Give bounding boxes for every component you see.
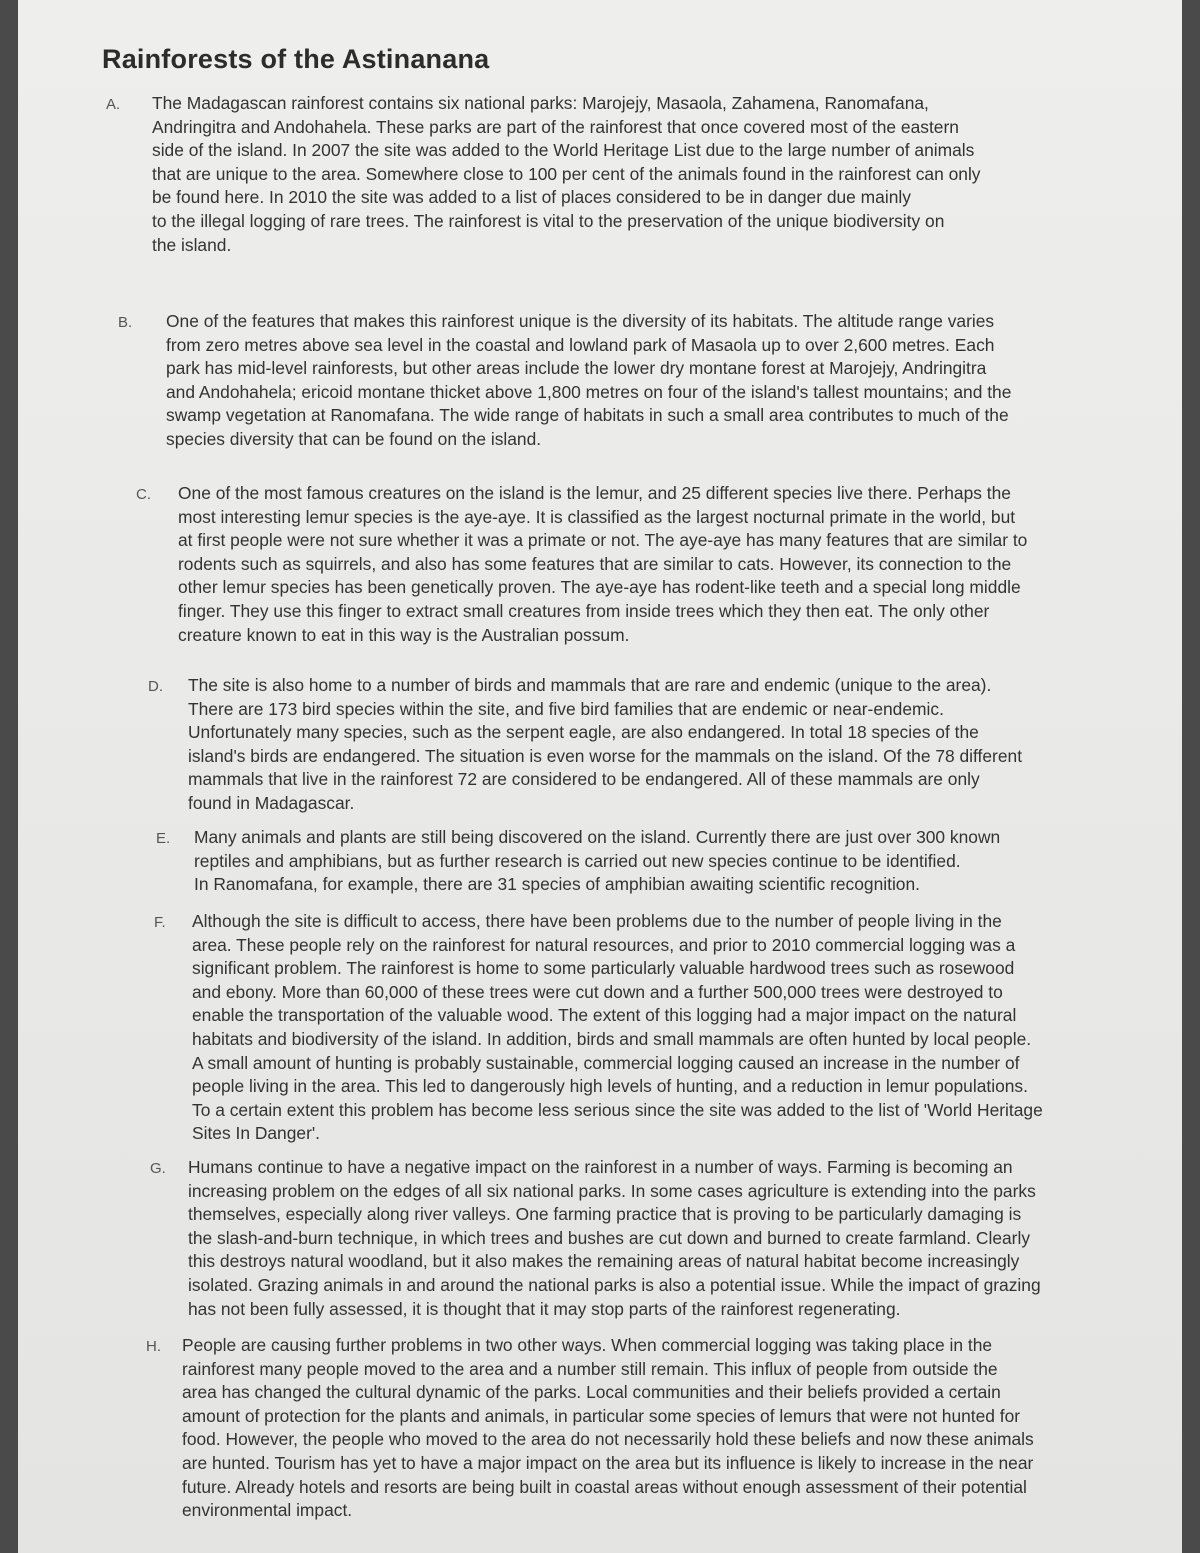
section-f-paragraph (192, 910, 1043, 1146)
text-line: To a certain extent this problem has become less serious since the site was added to the list of 'World Heritage (192, 1099, 1043, 1120)
text-line: the slash-and-burn technique, in which trees and bushes are cut down and burned to create farmland. Clearly (188, 1227, 1031, 1248)
section-letter-b: B. (118, 314, 133, 331)
page-title: Rainforests of the Astinanana (102, 44, 490, 74)
text-line: The Madagascan rainforest contains six national parks: Marojejy, Masaola, Zahamena, Ranomafana, (152, 93, 929, 113)
section-letter-d: D. (148, 678, 163, 695)
text-line: habitats and biodiversity of the island. In addition, birds and small mammals are often hunted by local people. (192, 1028, 1032, 1049)
section-d-paragraph (188, 674, 1022, 816)
text-line: environmental impact. (182, 1500, 353, 1521)
text-line: Humans continue to have a negative impact on the rainforest in a number of ways. Farming is becoming an (188, 1157, 1013, 1177)
section-letter-a: A. (106, 96, 121, 113)
text-line: finger. They use this finger to extract small creatures from inside trees which they then eat. The only other (178, 600, 990, 621)
text-line: Although the site is difficult to access, there have been problems due to the number of people living in the (192, 911, 1002, 931)
section-h-paragraph (182, 1334, 1034, 1523)
text-line: this destroys natural woodland, but it also makes the remaining areas of natural habitat become increasingly (188, 1251, 1020, 1272)
text-line: The site is also home to a number of birds and mammals that are rare and endemic (unique to the area). (188, 675, 992, 695)
section-letter-f: F. (154, 914, 166, 931)
text-line: In Ranomafana, for example, there are 31 species of amphibian awaiting scientific recognition. (194, 874, 920, 895)
text-line: at first people were not sure whether it was a primate or not. The aye-aye has many features that are similar to (178, 530, 1028, 551)
section-c-paragraph (178, 482, 1027, 647)
text-line: are hunted. Tourism has yet to have a major impact on the area but its influence is likely to increase in the near (182, 1452, 1034, 1473)
text-line: enable the transportation of the valuable wood. The extent of this logging had a major impact on the natural (192, 1005, 1017, 1026)
text-line: area has changed the cultural dynamic of the parks. Local communities and their beliefs provided a certain (182, 1382, 1001, 1403)
text-line: amount of protection for the plants and animals, in particular some species of lemurs that were not hunted for (182, 1405, 1021, 1426)
text-line: other lemur species has been genetically proven. The aye-aye has rodent-like teeth and a special long middle (178, 577, 1021, 598)
text-line: isolated. Grazing animals in and around the national parks is also a potential issue. While the impact of grazing (188, 1274, 1041, 1295)
text-line: There are 173 bird species within the site, and five bird families that are endemic or near-endemic. (188, 698, 944, 719)
text-line: significant problem. The rainforest is home to some particularly valuable hardwood trees such as rosewood (192, 958, 1015, 979)
text-line: from zero metres above sea level in the coastal and lowland park of Masaola up to over 2,600 metres. Each (166, 334, 995, 355)
section-a-paragraph (152, 92, 981, 257)
section-letter-h: H. (146, 1338, 161, 1355)
section-letter-g: G. (150, 1160, 166, 1177)
text-line: creature known to eat in this way is the Australian possum. (178, 624, 630, 645)
text-line: people living in the area. This led to dangerously high levels of hunting, and a reduction in lemur populations. (192, 1076, 1028, 1097)
text-line: One of the most famous creatures on the island is the lemur, and 25 different species live there. Perhaps the (178, 483, 1011, 503)
text-line: be found here. In 2010 the site was added to a list of places considered to be in danger due mainly (152, 187, 911, 208)
text-line: Unfortunately many species, such as the serpent eagle, are also endangered. In total 18 species of the (188, 722, 979, 743)
text-line: A small amount of hunting is probably sustainable, commercial logging caused an increase in the number of (192, 1052, 1020, 1073)
text-line: most interesting lemur species is the aye-aye. It is classified as the largest nocturnal primate in the world, but (178, 506, 1016, 527)
section-e-paragraph (194, 826, 1000, 897)
text-line: mammals that live in the rainforest 72 are considered to be endangered. All of these mammals are only (188, 769, 980, 790)
text-line: themselves, especially along river valleys. One farming practice that is proving to be particularly damaging is (188, 1204, 1022, 1225)
text-line: reptiles and amphibians, but as further research is carried out new species continue to be identified. (194, 850, 961, 871)
text-line: Andringitra and Andohahela. These parks are part of the rainforest that once covered most of the eastern (152, 116, 959, 137)
text-line: that are unique to the area. Somewhere close to 100 per cent of the animals found in the rainforest can only (152, 163, 981, 184)
text-line: Sites In Danger'. (192, 1123, 321, 1144)
text-line: rainforest many people moved to the area and a number still remain. This influx of people from outside the (182, 1358, 998, 1379)
section-letter-c: C. (136, 486, 151, 503)
section-g-paragraph (188, 1156, 1041, 1321)
text-line: and ebony. More than 60,000 of these trees were cut down and a further 500,000 trees were destroyed to (192, 981, 1003, 1002)
text-line: People are causing further problems in two other ways. When commercial logging was taking place in the (182, 1335, 993, 1355)
text-line: Many animals and plants are still being discovered on the island. Currently there are just over 300 known (194, 827, 1001, 847)
text-line: species diversity that can be found on the island. (166, 428, 542, 449)
text-line: park has mid-level rainforests, but other areas include the lower dry montane forest at Marojejy, Andringitra (166, 358, 987, 379)
text-line: rodents such as squirrels, and also has some features that are similar to cats. However, its connection to the (178, 553, 1012, 574)
text-line: the island. (152, 234, 232, 255)
text-line: island's birds are endangered. The situation is even worse for the mammals on the island. Of the 78 different (188, 745, 1023, 766)
text-line: increasing problem on the edges of all six national parks. In some cases agriculture is extending into the parks (188, 1180, 1036, 1201)
text-line: to the illegal logging of rare trees. The rainforest is vital to the preservation of the unique biodiversity on (152, 210, 945, 231)
text-line: area. These people rely on the rainforest for natural resources, and prior to 2010 commercial logging was a (192, 934, 1016, 955)
text-line: has not been fully assessed, it is thought that it may stop parts of the rainforest regenerating. (188, 1298, 901, 1319)
text-line: One of the features that makes this rainforest unique is the diversity of its habitats. The altitude range varies (166, 311, 995, 331)
text-line: swamp vegetation at Ranomafana. The wide range of habitats in such a small area contributes to much of the (166, 405, 1009, 426)
text-line: food. However, the people who moved to the area do not necessarily hold these beliefs and now these animals (182, 1429, 1034, 1450)
text-line: and Andohahela; ericoid montane thicket above 1,800 metres on four of the island's tallest mountains; and the (166, 381, 1012, 402)
text-line: found in Madagascar. (188, 792, 355, 813)
section-letter-e: E. (156, 830, 171, 847)
document-page (18, 0, 1182, 1553)
section-b-paragraph (166, 310, 1011, 452)
text-line: side of the island. In 2007 the site was added to the World Heritage List due to the large number of animals (152, 140, 975, 161)
text-line: future. Already hotels and resorts are being built in coastal areas without enough assessment of their potential (182, 1476, 1027, 1497)
